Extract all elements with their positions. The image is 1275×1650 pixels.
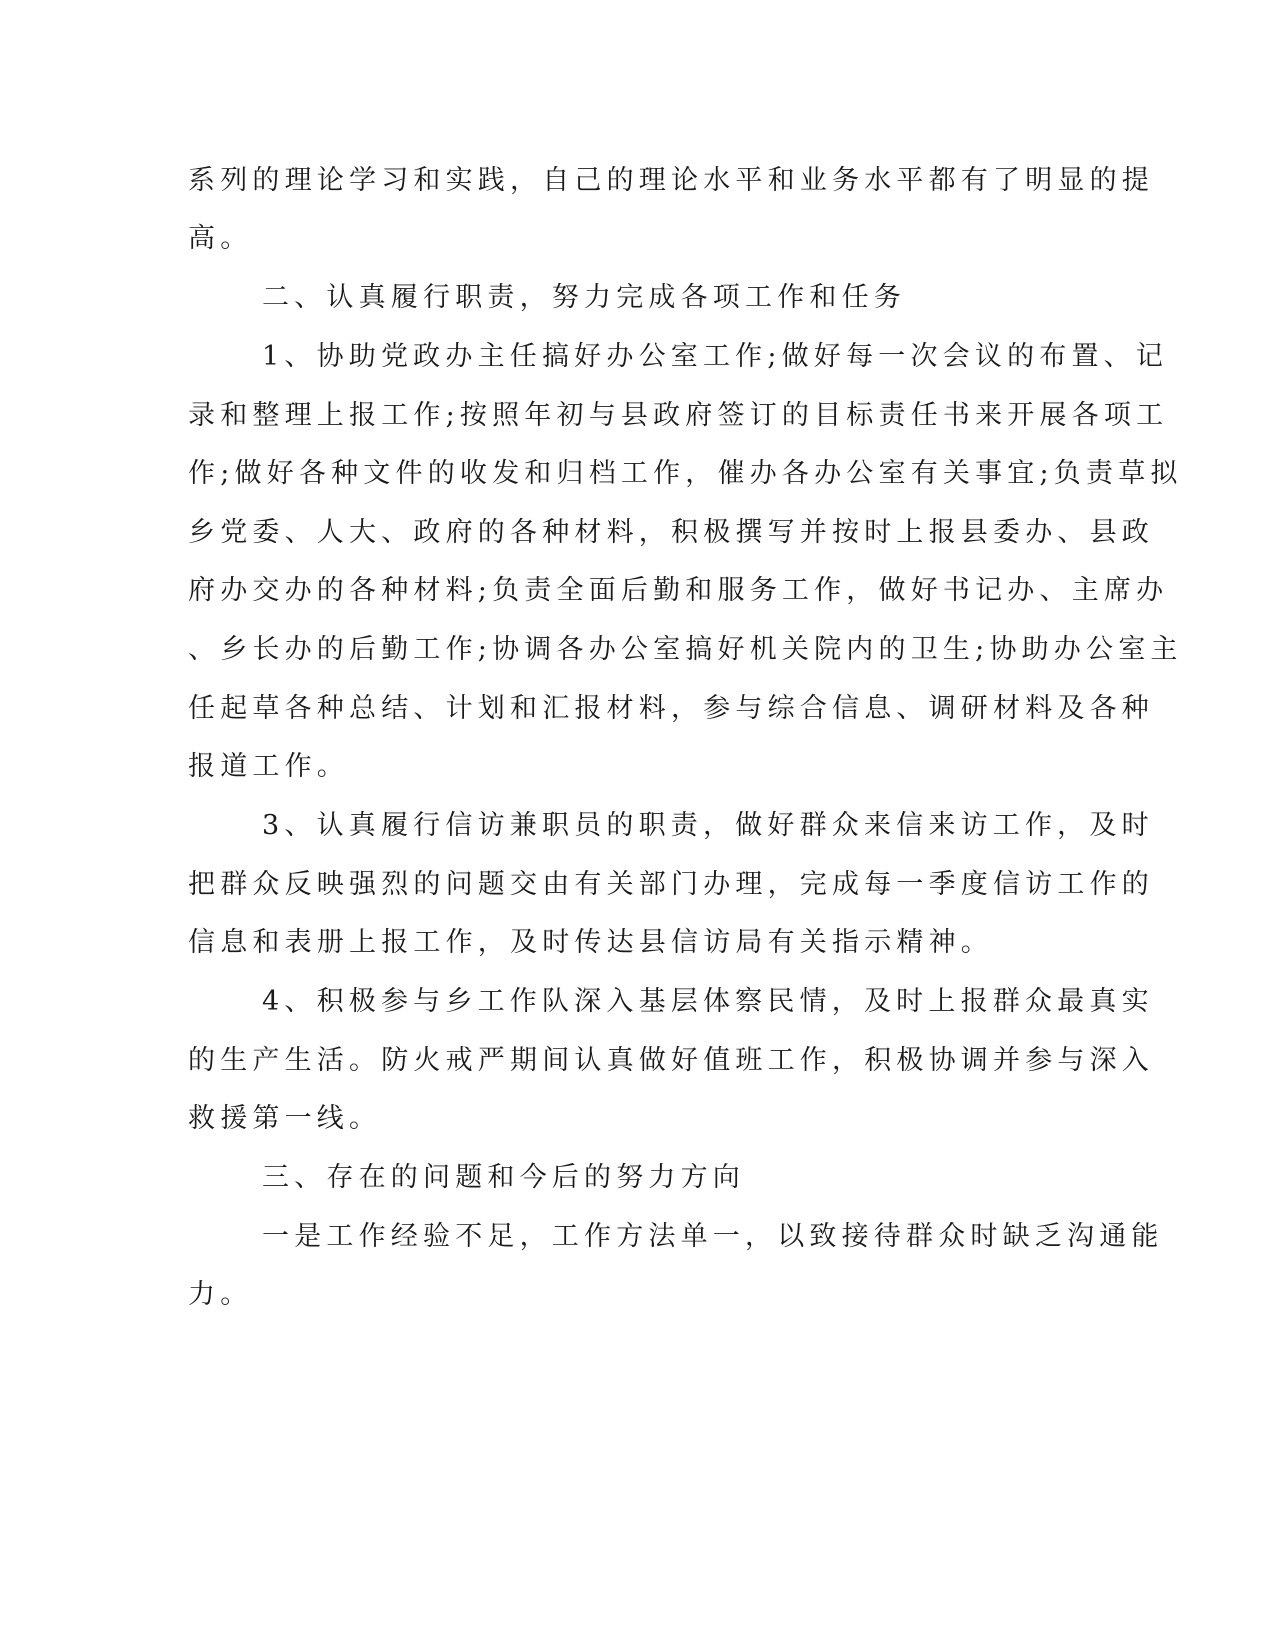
text-line: 一是工作经验不足，工作方法单一，以致接待群众时缺乏沟通能 [262, 1221, 1164, 1252]
text-line: 乡党委、人大、政府的各种材料，积极撰写并按时上报县委办、县政 [188, 517, 1154, 548]
text-line: 府办交办的各种材料;负责全面后勤和服务工作，做好书记办、主席办 [188, 575, 1169, 606]
text-line: 救援第一线。 [188, 1103, 382, 1134]
text-line: 1、协助党政办主任搞好办公室工作;做好每一次会议的布置、记 [262, 341, 1169, 372]
text-line: 任起草各种总结、计划和汇报材料，参与综合信息、调研材料及各种 [188, 693, 1154, 724]
text-line: 的生产生活。防火戒严期间认真做好值班工作，积极协调并参与深入 [188, 1045, 1154, 1076]
text-line: 作;做好各种文件的收发和归档工作，催办各办公室有关事宜;负责草拟 [188, 458, 1183, 489]
text-line: 力。 [188, 1279, 253, 1310]
text-line: 4、积极参与乡工作队深入基层体察民情，及时上报群众最真实 [262, 986, 1154, 1017]
text-line: 、乡长办的后勤工作;协调各办公室搞好机关院内的卫生;协助办公室主 [188, 634, 1183, 665]
section-heading: 二、认真履行职责，努力完成各项工作和任务 [262, 282, 906, 313]
text-line: 信息和表册上报工作，及时传达县信访局有关指示精神。 [188, 927, 993, 958]
text-line: 录和整理上报工作;按照年初与县政府签订的目标责任书来开展各项工 [188, 400, 1169, 431]
text-line: 报道工作。 [188, 751, 349, 782]
text-line: 系列的理论学习和实践，自己的理论水平和业务水平都有了明显的提 [188, 165, 1154, 196]
section-heading: 三、存在的问题和今后的努力方向 [262, 1162, 745, 1193]
text-line: 3、认真履行信访兼职员的职责，做好群众来信来访工作，及时 [262, 810, 1154, 841]
text-line: 把群众反映强烈的问题交由有关部门办理，完成每一季度信访工作的 [188, 869, 1154, 900]
text-line: 高。 [188, 223, 253, 254]
